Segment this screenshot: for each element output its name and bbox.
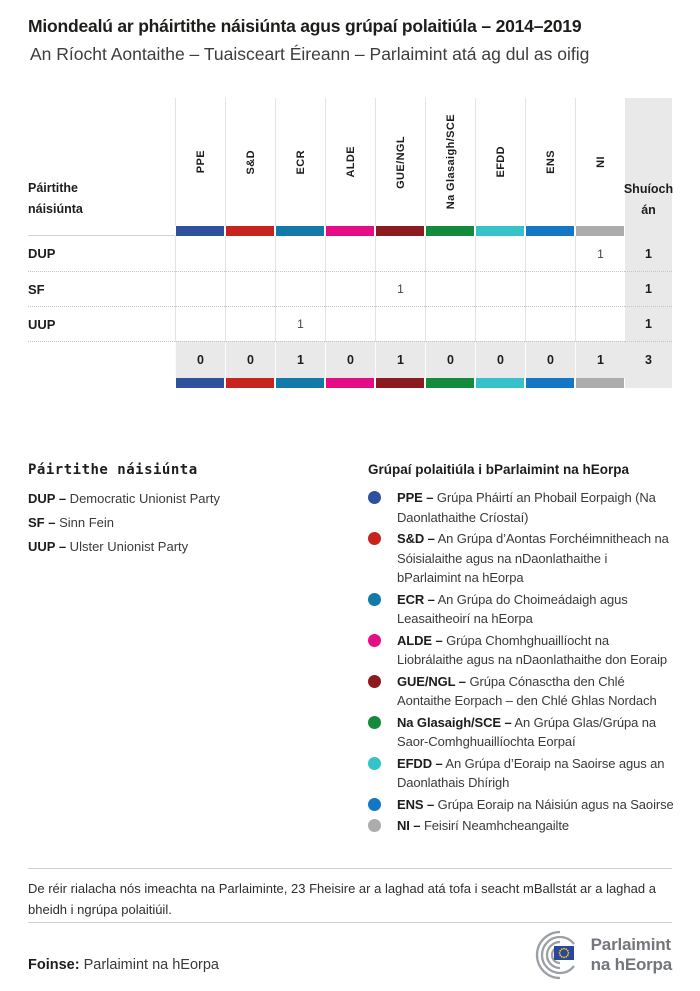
hemicycle-icon bbox=[508, 928, 584, 982]
groups-legend-items bbox=[368, 488, 674, 836]
political-groups-legend bbox=[368, 462, 674, 838]
group-abbr: NI – bbox=[397, 818, 421, 833]
party-name: Sinn Fein bbox=[55, 515, 115, 530]
party-abbr: DUP – bbox=[28, 491, 67, 506]
group-color-bar bbox=[525, 226, 575, 236]
legend-color-dot-icon bbox=[368, 491, 381, 504]
seat-cell bbox=[425, 271, 475, 306]
legend-color-dot-icon bbox=[368, 757, 381, 770]
seats-table bbox=[28, 98, 672, 388]
seat-cell bbox=[175, 306, 225, 341]
group-name: Grúpa Cónasctha den Chlé Aontaithe Eorpach – den Chlé Ghlas Nordach bbox=[397, 673, 657, 708]
seat-cell: 1 bbox=[575, 236, 625, 271]
group-color-bar bbox=[225, 226, 275, 236]
column-header: NI bbox=[575, 98, 625, 226]
party-label: SF bbox=[28, 271, 175, 306]
party-legend-item bbox=[28, 491, 338, 506]
groups-legend-heading: Grúpaí polaitiúla i bParlaimint na hEorpa bbox=[368, 462, 630, 477]
seats-total-cell: 1 bbox=[625, 271, 672, 306]
seat-cell bbox=[325, 306, 375, 341]
group-legend-item bbox=[368, 816, 674, 836]
group-name: Grúpa Eoraip na Náisiún agus na Saoirse bbox=[434, 796, 674, 812]
seat-cell bbox=[275, 271, 325, 306]
group-abbr: EFDD – bbox=[397, 755, 443, 771]
group-color-bar bbox=[425, 378, 475, 388]
seat-cell bbox=[225, 236, 275, 271]
ep-logo bbox=[508, 928, 672, 982]
party-legend-item bbox=[28, 515, 338, 530]
group-name: Feisirí Neamhcheangailte bbox=[420, 818, 569, 833]
seats-column-spacer bbox=[625, 226, 672, 236]
party-name: Democratic Unionist Party bbox=[66, 491, 220, 506]
column-header: Na Glasaigh/SCE bbox=[425, 98, 475, 226]
national-parties-legend bbox=[28, 462, 338, 563]
seat-cell: 1 bbox=[275, 306, 325, 341]
legend-color-dot-icon bbox=[368, 675, 381, 688]
group-color-bar bbox=[375, 378, 425, 388]
footnote-text: De réir rialacha nós imeachta na Parlaiminte, 23 Fheisire ar a laghad atá tofa i seacht mBallstát ar a laghad a bheidh i ngrúpa polaitiúil. bbox=[28, 881, 656, 917]
group-legend-item bbox=[368, 754, 674, 793]
group-color-bar bbox=[425, 226, 475, 236]
group-color-bar bbox=[375, 226, 425, 236]
column-header: S&D bbox=[225, 98, 275, 226]
seat-cell: 1 bbox=[375, 271, 425, 306]
group-color-bar bbox=[175, 378, 225, 388]
column-total-cell: 1 bbox=[275, 341, 325, 378]
footnote-divider-top bbox=[28, 868, 672, 869]
column-total-cell: 0 bbox=[425, 341, 475, 378]
group-color-bar bbox=[275, 226, 325, 236]
group-color-bar bbox=[475, 378, 525, 388]
legend-color-dot-icon bbox=[368, 819, 381, 832]
column-total-cell: 0 bbox=[475, 341, 525, 378]
seat-cell bbox=[525, 271, 575, 306]
column-header: ALDE bbox=[325, 98, 375, 226]
grand-total-cell: 3 bbox=[625, 341, 672, 378]
seat-cell bbox=[225, 306, 275, 341]
group-color-bar bbox=[525, 378, 575, 388]
group-legend-item bbox=[368, 488, 674, 527]
group-abbr: GUE/NGL – bbox=[397, 673, 466, 689]
group-color-bar bbox=[225, 378, 275, 388]
group-name: Grúpa Chomhghuaillíocht na Liobrálaithe agus na nDaonlathaithe don Eoraip bbox=[397, 632, 668, 667]
party-label: DUP bbox=[28, 246, 56, 261]
seat-cell bbox=[525, 306, 575, 341]
column-total-cell: 0 bbox=[525, 341, 575, 378]
seat-cell bbox=[225, 271, 275, 306]
group-abbr: ALDE – bbox=[397, 632, 443, 648]
source-label: Foinse: bbox=[28, 957, 80, 973]
source-value: Parlaimint na hEorpa bbox=[83, 957, 220, 973]
seat-cell bbox=[325, 271, 375, 306]
column-total-cell: 0 bbox=[175, 341, 225, 378]
group-abbr: ENS – bbox=[397, 796, 435, 812]
group-legend-item bbox=[368, 590, 674, 629]
eu-flag-icon bbox=[554, 946, 574, 960]
group-abbr: ECR – bbox=[397, 591, 435, 607]
seat-cell bbox=[475, 271, 525, 306]
seats-column-footer bbox=[625, 378, 672, 388]
ep-logo-line1: Parlaimint bbox=[590, 935, 671, 954]
party-abbr: SF – bbox=[28, 515, 56, 530]
seat-cell bbox=[425, 306, 475, 341]
seat-cell bbox=[475, 306, 525, 341]
group-legend-item bbox=[368, 529, 674, 588]
group-name: Grúpa Pháirtí an Phobail Eorpaigh (Na Daonlathaithe Críostaí) bbox=[397, 490, 656, 525]
group-color-bar bbox=[325, 378, 375, 388]
totals-label-spacer bbox=[28, 341, 175, 378]
seat-cell bbox=[275, 236, 325, 271]
column-header: ECR bbox=[275, 98, 325, 226]
column-header: EFDD bbox=[475, 98, 525, 226]
page-subtitle: An Ríocht Aontaithe – Tuaisceart Éireann – Parlaimint atá ag dul as oifig bbox=[30, 44, 590, 64]
bottom-left-spacer bbox=[28, 378, 175, 388]
group-legend-item bbox=[368, 631, 674, 670]
group-name: An Grúpa do Choimeádaigh agus Leasaitheoirí na hEorpa bbox=[397, 591, 628, 626]
legend-color-dot-icon bbox=[368, 532, 381, 545]
group-color-bar bbox=[175, 226, 225, 236]
parties-legend-heading: Páirtithe náisiúnta bbox=[28, 462, 198, 478]
party-label: UUP bbox=[28, 306, 175, 341]
ep-logo-line2: na hEorpa bbox=[590, 955, 672, 974]
seat-cell bbox=[475, 236, 525, 271]
group-color-bar bbox=[575, 226, 625, 236]
corner-underline bbox=[28, 226, 175, 236]
party-legend-item bbox=[28, 539, 338, 554]
legend-color-dot-icon bbox=[368, 593, 381, 606]
ep-logo-text bbox=[591, 935, 672, 975]
group-legend-item bbox=[368, 713, 674, 752]
column-total-cell: 1 bbox=[375, 341, 425, 378]
column-total-cell: 0 bbox=[325, 341, 375, 378]
seat-cell bbox=[175, 271, 225, 306]
legend-color-dot-icon bbox=[368, 716, 381, 729]
footnote-divider-bottom bbox=[28, 922, 672, 923]
seats-column-header: Shuíoch án bbox=[625, 98, 672, 226]
group-color-bar bbox=[325, 226, 375, 236]
column-header: PPE bbox=[175, 98, 225, 226]
group-color-bar bbox=[575, 378, 625, 388]
parties-legend-items bbox=[28, 491, 338, 554]
seat-cell bbox=[375, 306, 425, 341]
legend-color-dot-icon bbox=[368, 798, 381, 811]
seat-cell bbox=[575, 271, 625, 306]
seat-cell bbox=[175, 236, 225, 271]
legend-color-dot-icon bbox=[368, 634, 381, 647]
group-abbr: Na Glasaigh/SCE – bbox=[397, 714, 512, 730]
seat-cell bbox=[375, 236, 425, 271]
group-name: An Grúpa d’Eoraip na Saoirse agus an Daonlathais Dhírigh bbox=[397, 755, 665, 790]
seat-cell bbox=[425, 236, 475, 271]
group-name: An Grúpa d’Aontas Forchéimnitheach na Sóisialaithe agus na nDaonlathaithe i bParlaimint na hEorpa bbox=[397, 531, 669, 585]
group-color-bar bbox=[275, 378, 325, 388]
source-line bbox=[28, 957, 219, 973]
group-abbr: PPE – bbox=[397, 490, 434, 505]
seats-total-cell: 1 bbox=[625, 306, 672, 341]
page-title: Miondealú ar pháirtithe náisiúnta agus grúpaí polaitiúla – 2014–2019 bbox=[28, 16, 582, 36]
column-header: GUE/NGL bbox=[375, 98, 425, 226]
group-color-bar bbox=[475, 226, 525, 236]
seat-cell bbox=[575, 306, 625, 341]
party-name: Ulster Unionist Party bbox=[66, 539, 189, 554]
table-corner-label: Páirtithe náisiúnta bbox=[28, 181, 83, 216]
seat-cell bbox=[325, 236, 375, 271]
party-abbr: UUP – bbox=[28, 539, 67, 554]
group-legend-item bbox=[368, 795, 674, 815]
group-legend-item bbox=[368, 672, 674, 711]
column-total-cell: 0 bbox=[225, 341, 275, 378]
seats-total-cell: 1 bbox=[625, 236, 672, 271]
seat-cell bbox=[525, 236, 575, 271]
column-total-cell: 1 bbox=[575, 341, 625, 378]
group-abbr: S&D – bbox=[397, 531, 435, 546]
column-header: ENS bbox=[525, 98, 575, 226]
group-name: An Grúpa Glas/Grúpa na Saor-Comhghuaillíochta Eorpaí bbox=[397, 714, 657, 749]
